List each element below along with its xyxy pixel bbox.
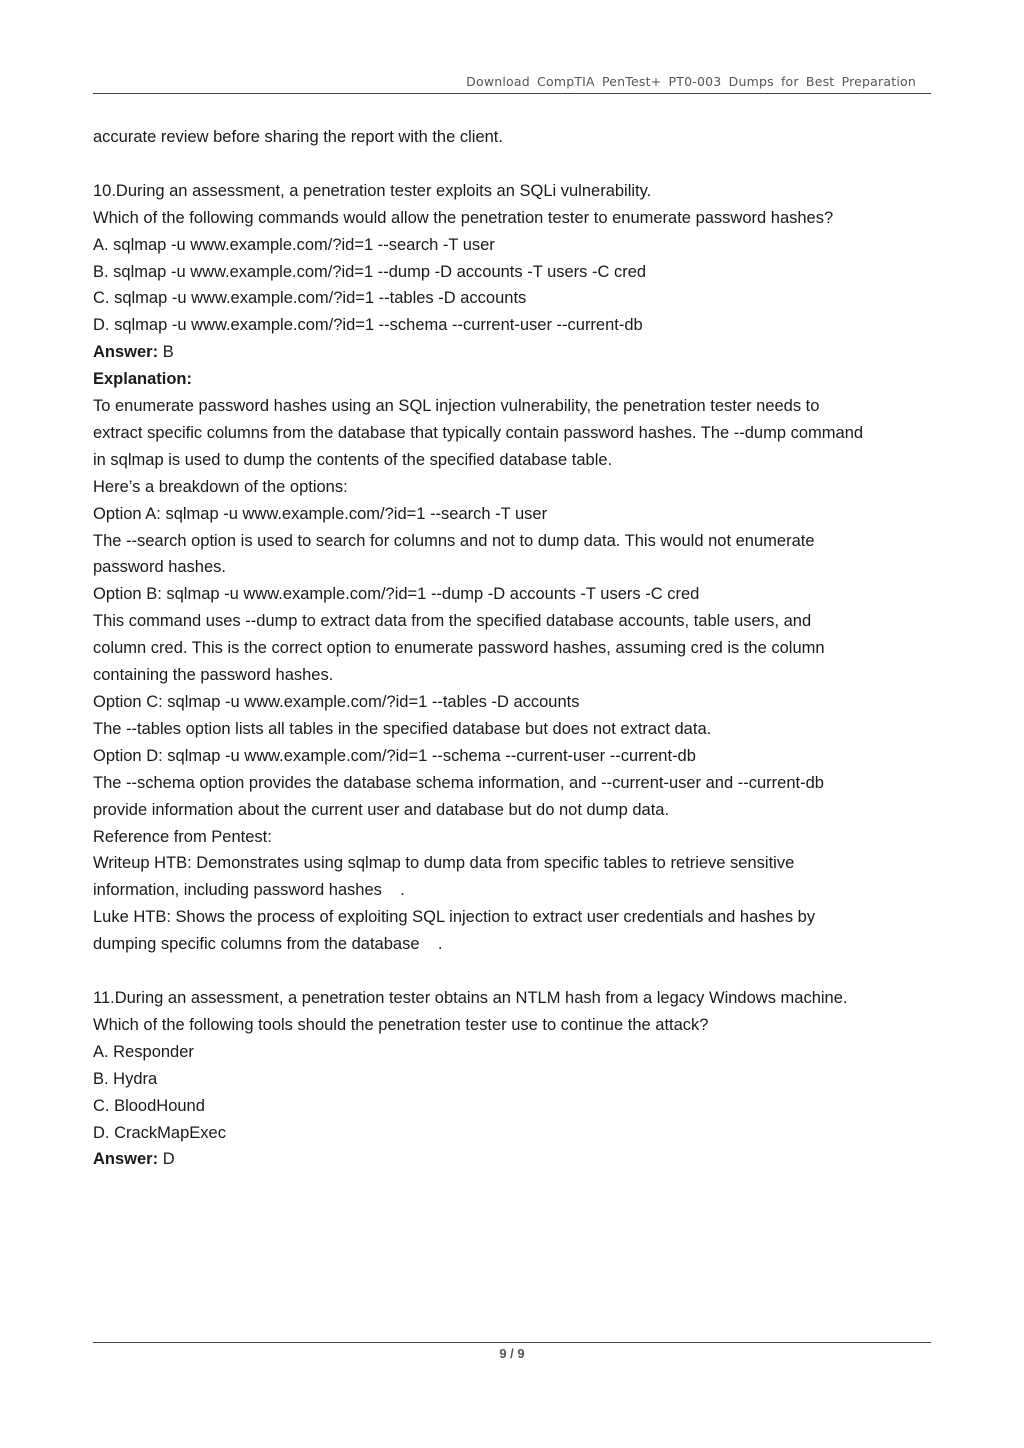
explanation-line: information, including password hashes . <box>93 881 405 900</box>
explanation-line: column cred. This is the correct option to enumerate password hashes, assuming cred is the column <box>93 639 825 658</box>
question-10-answer <box>93 339 938 366</box>
header-divider <box>93 93 931 94</box>
explanation-line: Writeup HTB: Demonstrates using sqlmap to dump data from specific tables to retrieve sensitive <box>93 854 795 873</box>
question-11-option-a: A. Responder <box>93 1042 194 1061</box>
question-10 <box>93 178 938 958</box>
question-10-text: 10.During an assessment, a penetration tester exploits an SQLi vulnerability. <box>93 181 652 200</box>
explanation-line: Option C: sqlmap -u www.example.com/?id=1 --tables -D accounts <box>93 693 580 712</box>
question-11-text: 11.During an assessment, a penetration tester obtains an NTLM hash from a legacy Windows machine. <box>93 988 848 1007</box>
explanation-line: provide information about the current user and database but do not dump data. <box>93 800 670 819</box>
explanation-body <box>93 393 938 958</box>
footer-divider <box>93 1342 931 1343</box>
answer-value: D <box>158 1150 175 1169</box>
page-header: Download CompTIA PenTest+ PT0-003 Dumps for Best Preparation <box>466 74 916 89</box>
explanation-line: This command uses --dump to extract data from the specified database accounts, table users, and <box>93 612 812 631</box>
explanation-line: password hashes. <box>93 558 226 577</box>
explanation-line: To enumerate password hashes using an SQL injection vulnerability, the penetration tester needs to <box>93 397 820 416</box>
question-11 <box>93 985 938 1173</box>
explanation-label: Explanation: <box>93 370 193 389</box>
question-11-option-c: C. BloodHound <box>93 1096 205 1115</box>
question-11-option-b: B. Hydra <box>93 1069 158 1088</box>
explanation-line: Here’s a breakdown of the options: <box>93 477 348 496</box>
explanation-line: Option B: sqlmap -u www.example.com/?id=1 --dump -D accounts -T users -C cred <box>93 585 700 604</box>
explanation-line: containing the password hashes. <box>93 666 334 685</box>
intro-continuation: accurate review before sharing the report with the client. <box>93 128 503 146</box>
explanation-line: dumping specific columns from the database . <box>93 935 443 954</box>
page-number: 9 / 9 <box>499 1346 525 1361</box>
question-10-option-a: A. sqlmap -u www.example.com/?id=1 --search -T user <box>93 235 495 254</box>
explanation-line: in sqlmap is used to dump the contents of the specified database table. <box>93 450 613 469</box>
explanation-line: The --schema option provides the database schema information, and --current-user and --current-db <box>93 773 824 792</box>
explanation-line: The --tables option lists all tables in the specified database but does not extract data. <box>93 719 712 738</box>
explanation-line: The --search option is used to search for columns and not to dump data. This would not enumerate <box>93 531 815 550</box>
question-11-option-d: D. CrackMapExec <box>93 1123 226 1142</box>
explanation-line: Luke HTB: Shows the process of exploiting SQL injection to extract user credentials and hashes by <box>93 908 816 927</box>
answer-value: B <box>158 343 174 362</box>
explanation-line: Option A: sqlmap -u www.example.com/?id=1 --search -T user <box>93 504 548 523</box>
question-10-option-b: B. sqlmap -u www.example.com/?id=1 --dump -D accounts -T users -C cred <box>93 262 647 281</box>
answer-label: Answer: <box>93 1150 159 1169</box>
explanation-line: Reference from Pentest: <box>93 827 272 846</box>
explanation-line: extract specific columns from the database that typically contain password hashes. The --dump command <box>93 423 864 442</box>
spacer <box>93 958 938 985</box>
question-10-prompt: Which of the following commands would allow the penetration tester to enumerate password hashes? <box>93 208 834 227</box>
question-11-prompt: Which of the following tools should the penetration tester use to continue the attack? <box>93 1015 709 1034</box>
question-10-option-c: C. sqlmap -u www.example.com/?id=1 --tables -D accounts <box>93 289 527 308</box>
spacer <box>93 151 938 178</box>
question-10-option-d: D. sqlmap -u www.example.com/?id=1 --schema --current-user --current-db <box>93 316 643 335</box>
question-11-answer <box>93 1146 938 1173</box>
explanation-line: Option D: sqlmap -u www.example.com/?id=1 --schema --current-user --current-db <box>93 746 696 765</box>
document-body <box>93 124 938 1173</box>
answer-label: Answer: <box>93 343 159 362</box>
